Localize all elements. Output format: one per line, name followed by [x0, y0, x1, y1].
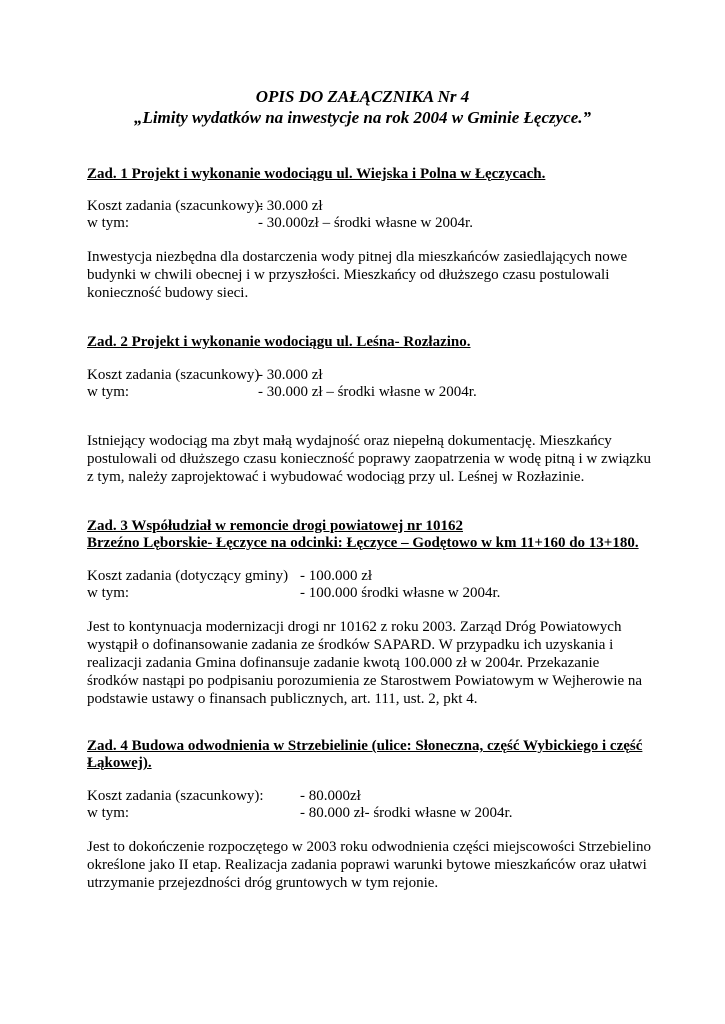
- section-3-cost-value: - 100.000 zł: [300, 568, 373, 584]
- section-3-description-line: Jest to kontynuacja modernizacji drogi nr 10162 z roku 2003. Zarząd Dróg Powiatowych: [87, 619, 622, 635]
- section-3-cost-label: Koszt zadania (dotyczący gminy): [87, 568, 289, 584]
- section-2-cost-value: - 30.000 zł: [258, 367, 323, 383]
- section-4-cost-label: Koszt zadania (szacunkowy):: [87, 788, 264, 804]
- section-1-cost-label: Koszt zadania (szacunkowy):: [87, 198, 264, 214]
- section-2-description-line: Istniejący wodociąg ma zbyt małą wydajność oraz niepełną dokumentację. Mieszkańcy: [87, 433, 612, 449]
- section-2-cost-label: Koszt zadania (szacunkowy): [87, 367, 260, 383]
- section-4-heading: Zad. 4 Budowa odwodnienia w Strzebielinie (ulice: Słoneczna, część Wybickiego i część: [87, 738, 643, 754]
- section-3-heading: Zad. 3 Współudział w remoncie drogi powiatowej nr 10162: [87, 518, 463, 534]
- section-2-of-which-value: - 30.000 zł – środki własne w 2004r.: [258, 384, 477, 400]
- section-4-description-line: określone jako II etap. Realizacja zadania poprawi warunki bytowe mieszkańców oraz ułatwi: [87, 857, 647, 873]
- section-3-description-line: wystąpił o dofinansowanie zadania ze środków SAPARD. W przypadku ich uzyskania i: [87, 637, 614, 653]
- section-3-description-line: realizacji zadania Gmina dofinansuje zadanie kwotą 100.000 zł w 2004r. Przekazanie: [87, 655, 600, 671]
- section-1-of-which-value: - 30.000zł – środki własne w 2004r.: [258, 215, 473, 231]
- section-4-of-which-label: w tym:: [87, 805, 130, 821]
- section-3-of-which-label: w tym:: [87, 585, 130, 601]
- section-4-of-which-value: - 80.000 zł- środki własne w 2004r.: [300, 805, 513, 821]
- section-1-description-line: konieczność budowy sieci.: [87, 285, 249, 301]
- section-1-cost-value: - 30.000 zł: [258, 198, 323, 214]
- section-4-description-line: Jest to dokończenie rozpoczętego w 2003 roku odwodnienia części miejscowości Strzebielino: [87, 839, 651, 855]
- section-4-cost-value: - 80.000zł: [300, 788, 361, 804]
- document-title: OPIS DO ZAŁĄCZNIKA Nr 4: [255, 87, 470, 106]
- document-subtitle: „Limity wydatków na inwestycje na rok 2004 w Gminie Łęczyce.”: [133, 108, 592, 127]
- section-2-of-which-label: w tym:: [87, 384, 130, 400]
- section-4-description-line: utrzymanie przejezdności dróg gruntowych w tym rejonie.: [87, 875, 439, 891]
- section-1-of-which-label: w tym:: [87, 215, 130, 231]
- section-1-description-line: Inwestycja niezbędna dla dostarczenia wody pitnej dla mieszkańców zasiedlających nowe: [87, 249, 628, 265]
- section-4-heading: Łąkowej).: [87, 755, 152, 771]
- section-3-description-line: środków nastąpi po podpisaniu porozumienia ze Starostwem Powiatowym w Wejherowie na: [87, 673, 643, 689]
- section-2-heading: Zad. 2 Projekt i wykonanie wodociągu ul. Leśna- Rozłazino.: [87, 334, 471, 350]
- section-1-heading: Zad. 1 Projekt i wykonanie wodociągu ul. Wiejska i Polna w Łęczycach.: [87, 166, 546, 182]
- section-3-description-line: podstawie ustawy o finansach publicznych, art. 111, ust. 2, pkt 4.: [87, 691, 478, 707]
- section-2-description-line: z tym, należy zaprojektować i wybudować wodociąg przy ul. Leśnej w Rozłazinie.: [87, 469, 585, 485]
- section-3-heading: Brzeźno Lęborskie- Łęczyce na odcinki: Łęczyce – Godętowo w km 11+160 do 13+180.: [87, 535, 639, 551]
- section-3-of-which-value: - 100.000 środki własne w 2004r.: [300, 585, 501, 601]
- section-2-description-line: postulowali od dłuższego czasu konieczność poprawy zaopatrzenia w wodę pitną i w związku: [87, 451, 651, 467]
- section-1-description-line: budynki w chwili obecnej i w przyszłości. Mieszkańcy od dłuższego czasu postulowali: [87, 267, 610, 283]
